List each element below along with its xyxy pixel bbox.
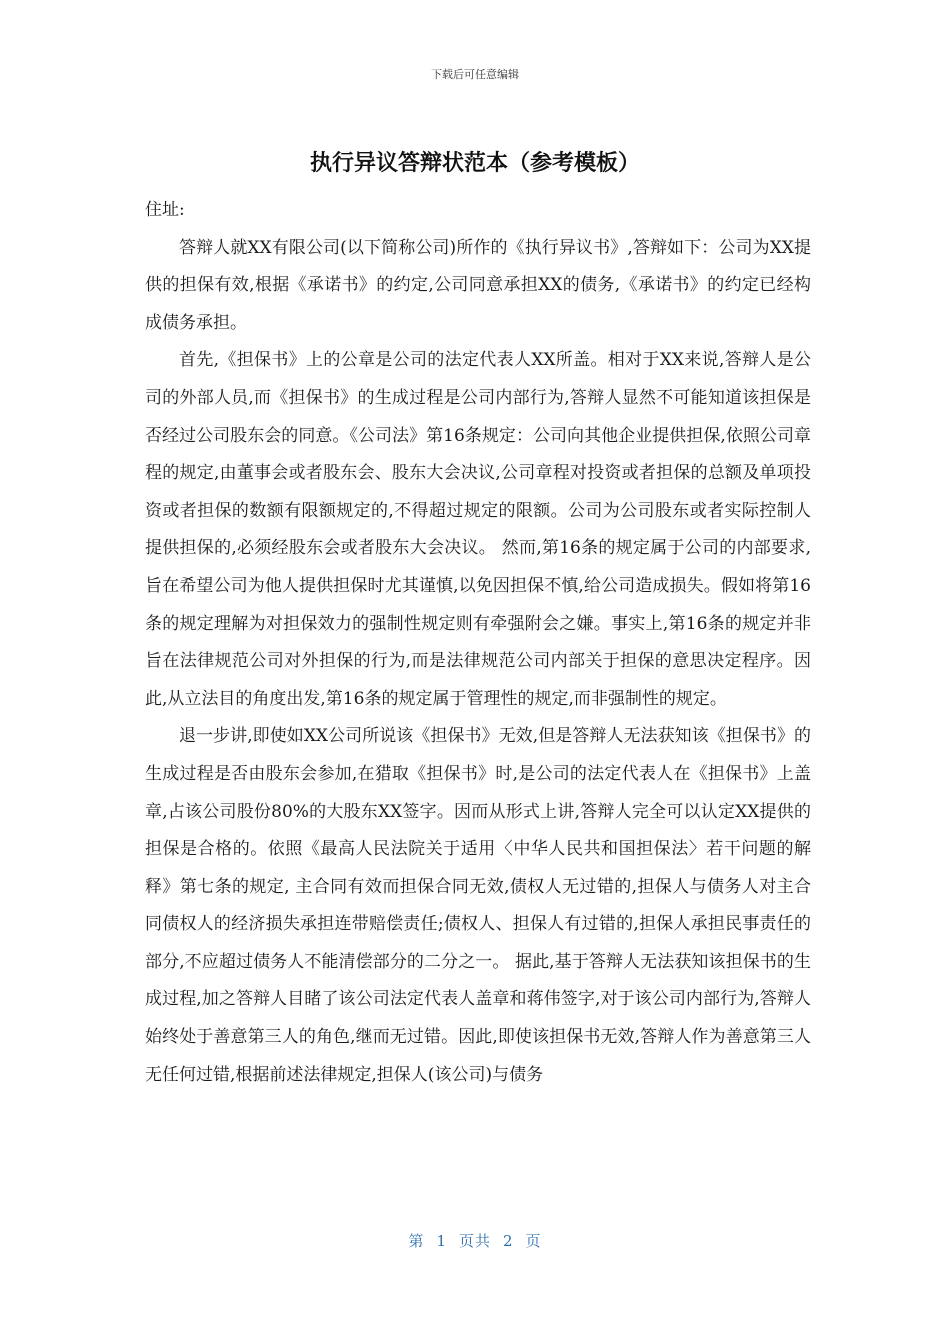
page-total: 2 xyxy=(503,1232,514,1250)
paragraph-2: 首先,《担保书》上的公章是公司的法定代表人XX所盖。相对于XX来说,答辩人是公司的外部人员,而《担保书》的生成过程是公司内部行为,答辩人显然不可能知道该担保是否经过公司股东会的同意。《公司法》第16条规定：公司向其他企业提供担保,依照公司章程的规定,由董事会或者股东会、股东大会决议,公司章程对投资或者担保的总额及单项投资或者担保的数额有限额规定的,不得超过规定的限额。公司为公司股东或者实际控制人提供担保的,必须经股东会或者股东大会决议。 然而,第16条的规定属于公司的内部要求,旨在希望公司为他人提供担保时尤其谨慎,以免因担保不慎,给公司造成损失。假如将第16条的规定理解为对担保效力的强制性规定则有牵强附会之嫌。事实上,第16条的规定并非旨在法律规范公司对外担保的行为,而是法律规范公司内部关于担保的意思决定程序。因此,从立法目的角度出发,第16条的规定属于管理性的规定,而非强制性的规定。 xyxy=(145,350,811,709)
document-title: 执行异议答辩状范本（参考模板） xyxy=(309,151,640,176)
address-label: 住址: xyxy=(145,200,185,220)
page-number: 1 xyxy=(436,1232,447,1250)
page-prefix: 第 xyxy=(408,1232,425,1250)
page-middle: 页共 xyxy=(458,1232,491,1250)
header-note: 下载后可任意编辑 xyxy=(431,68,519,81)
paragraph-1: 答辩人就XX有限公司(以下简称公司)所作的《执行异议书》,答辩如下：公司为XX提供的担保有效,根据《承诺书》的约定,公司同意承担XX的债务,《承诺书》的约定已经构成债务承担。 xyxy=(145,237,811,333)
document-body xyxy=(145,192,811,1094)
paragraph-3: 退一步讲,即使如XX公司所说该《担保书》无效,但是答辩人无法获知该《担保书》的生成过程是否由股东会参加,在猎取《担保书》时,是公司的法定代表人在《担保书》上盖章,占该公司股份80%的大股东XX签字。因而从形式上讲,答辩人完全可以认定XX提供的担保是合格的。依照《最高人民法院关于适用〈中华人民共和国担保法〉若干问题的解释》第七条的规定, 主合同有效而担保合同无效,债权人无过错的,担保人与债务人对主合同债权人的经济损失承担连带赔偿责任;债权人、担保人有过错的,担保人承担民事责任的部分,不应超过债务人不能清偿部分的二分之一。 据此,基于答辩人无法获知该担保书的生成过程,加之答辩人目睹了该公司法定代表人盖章和蒋伟签字,对于该公司内部行为,答辩人始终处于善意第三人的角色,继而无过错。因此,即使该担保书无效,答辩人作为善意第三人无任何过错,根据前述法律规定,担保人(该公司)与债务 xyxy=(145,726,811,1085)
page-suffix: 页 xyxy=(525,1232,542,1250)
page-footer xyxy=(0,1230,950,1251)
